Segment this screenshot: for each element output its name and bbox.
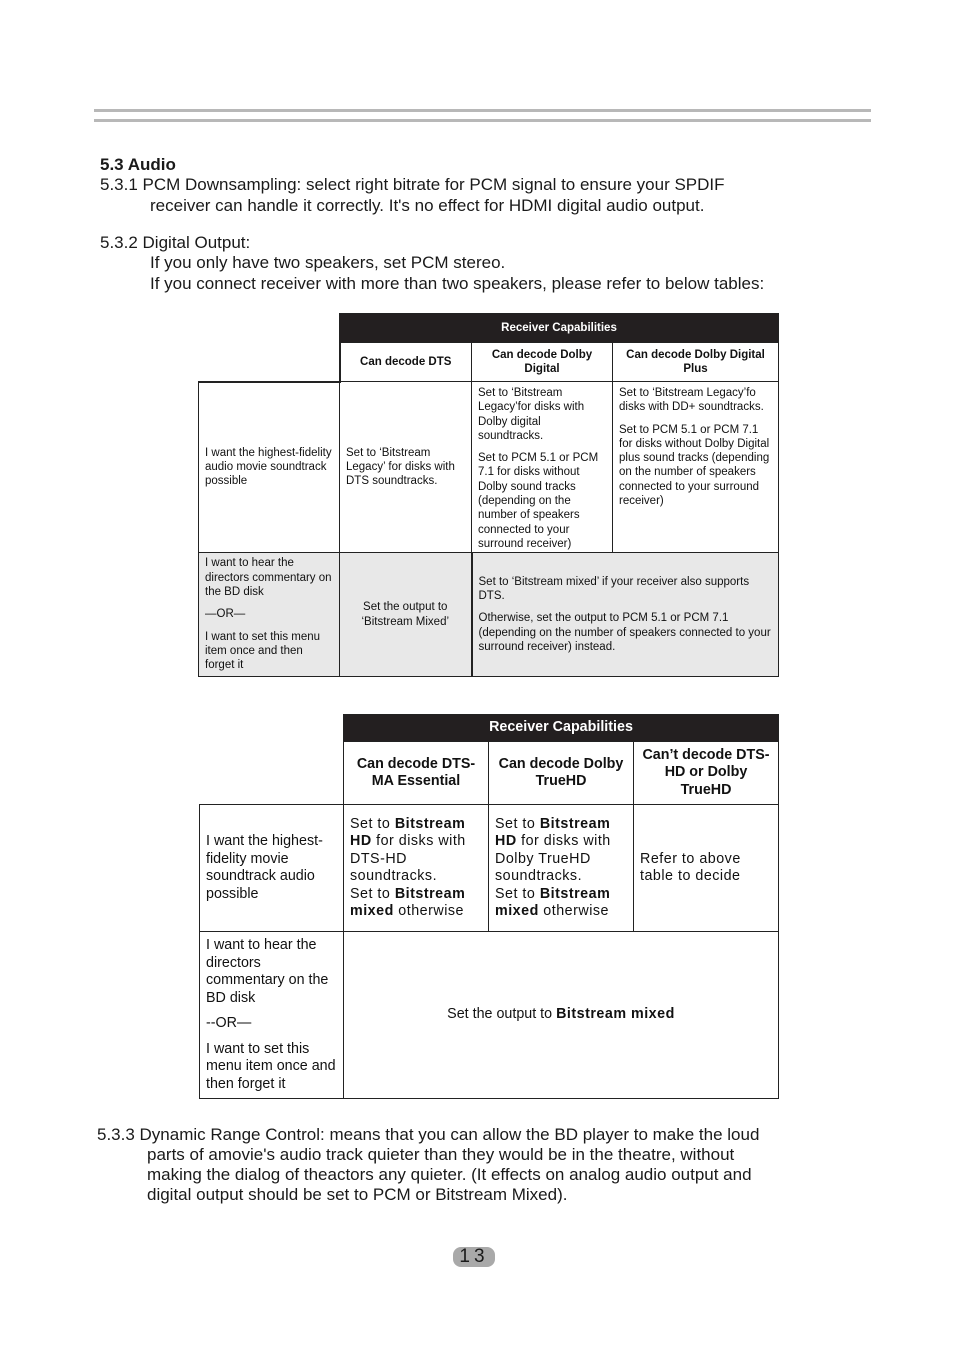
receiver-table-2 [199,714,779,1099]
s533-line2: parts of amovie's audio track quieter than they would be in the theatre, without [147,1145,735,1164]
table1-col3-header: Can decode Dolby Digital Plus [613,343,779,382]
table2-row2-label-b: I want to set this menu item once and then forget it [206,1040,336,1092]
table1-row2-label [199,553,340,677]
table1-row2-label-b: I want to set this menu item once and then forget it [205,630,321,672]
table1-row1-c2-b: Set to PCM 5.1 or PCM 7.1 for disks without Dolby sound tracks (depending on the number of speakers connected to your surround receiver) [478,452,599,550]
table1-row2-c2-a: Set to ‘Bitstream mixed’ if your receiver also supports DTS. [478,575,750,603]
table1-blank-corner-2 [199,343,340,382]
table2-header: Receiver Capabilities [344,715,779,742]
table2-blank-corner [200,715,344,742]
table1-blank-corner [199,314,340,343]
receiver-table-1 [198,313,779,677]
table2-col2-header: Can decode Dolby TrueHD [489,742,634,805]
top-rule-1 [94,109,871,112]
table2-row1-c3: Refer to above table to decide [634,805,779,932]
s533-line1: 5.3.3 Dynamic Range Control: means that you can allow the BD player to make the loud [97,1125,760,1144]
table1-row2-label-a: I want to hear the directors commentary on the BD disk [205,557,332,599]
table2-row1-c2-b: Set to Bitstream mixed otherwise [495,885,611,919]
table1-row2-c2 [472,553,779,677]
table1-row2-c1: Set the output to ‘Bitstream Mixed’ [340,553,472,677]
table2-col1-header: Can decode DTS-MA Essential [344,742,489,805]
s533-line4: digital output should be set to PCM or Bitstream Mixed). [147,1185,568,1204]
table1-col2-header: Can decode Dolby Digital [472,343,613,382]
s532-line2: If you only have two speakers, set PCM stereo. [150,253,506,272]
table1-row1-c1: Set to ‘Bitstream Legacy’ for disks with DTS soundtracks. [340,382,472,553]
table2-row1-c1-b: Set to Bitstream mixed otherwise [350,885,466,919]
table1-row2-c2-b: Otherwise, set the output to PCM 5.1 or PCM 7.1 (depending on the number of speakers connected to your surround receiver) instead. [478,612,771,653]
table1-header: Receiver Capabilities [340,314,779,343]
table2-row2-c: Set the output to Bitstream mixed [344,932,779,1099]
table2-row1-c2 [489,805,634,932]
table1-row1-c3-b: Set to PCM 5.1 or PCM 7.1 for disks without Dolby Digital plus sound tracks (depending on the number of speakers connected to your surround receiver) [619,423,770,508]
s532-line3: If you connect receiver with more than two speakers, please refer to below tables: [150,274,765,293]
table2-row1-c1-a: Set to Bitstream HD for disks with DTS-HD soundtracks. [350,815,466,884]
table2-row2-label [200,932,344,1099]
s532-line1: 5.3.2 Digital Output: [100,233,251,252]
table1-row1-c2-a: Set to ‘Bitstream Legacy’for disks with Dolby digital soundtracks. [478,387,585,442]
table1-row2-label-or: —OR— [205,608,246,621]
page-number: 13 [453,1247,495,1267]
table2-blank-corner-2 [200,742,344,805]
table1-row1-c3 [613,382,779,553]
table2-row1-c1 [344,805,489,932]
s531-line1: 5.3.1 PCM Downsampling: select right bitrate for PCM signal to ensure your SPDIF [100,175,725,194]
s533-line3: making the dialog of theactors any quieter. (It effects on analog audio output and [147,1165,752,1184]
section-heading: 5.3 Audio [100,155,176,174]
table2-row2-label-a: I want to hear the directors commentary on the BD disk [206,937,329,1006]
table2-row1-label: I want the highest-fidelity movie soundtrack audio possible [200,805,344,932]
table1-col1-header: Can decode DTS [340,343,472,382]
table2-row1-c2-a: Set to Bitstream HD for disks with Dolby TrueHD soundtracks. [495,815,611,884]
table1-row1-label: I want the highest-fidelity audio movie soundtrack possible [199,382,340,553]
table1-row1-c2 [472,382,613,553]
table2-row2-label-or: --OR— [206,1015,252,1031]
top-rule-2 [94,119,871,122]
table1-row1-c3-a: Set to ‘Bitstream Legacy’fo disks with DD+ soundtracks. [619,387,764,414]
table2-col3-header: Can’t decode DTS-HD or Dolby TrueHD [634,742,779,805]
s531-line2: receiver can handle it correctly. It's no effect for HDMI digital audio output. [150,196,705,215]
